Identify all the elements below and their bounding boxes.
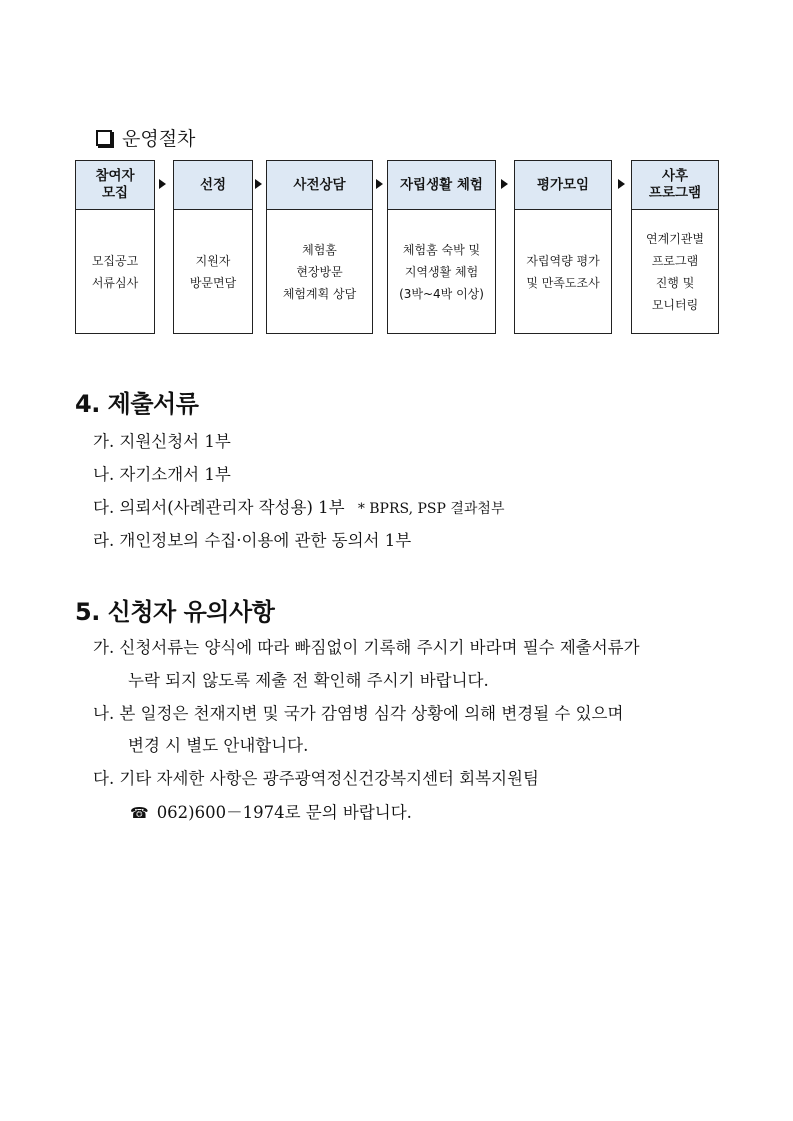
step-follow-up [631,160,719,334]
document-item: 나. 자기소개서 1부 [93,465,231,484]
notice-line: 다. 기타 자세한 사항은 광주광역정신건강복지센터 회복지원팀 [93,769,539,788]
telephone-icon: ☎ [130,804,149,822]
step-body: 연계기관별 프로그램 진행 및 모니터링 [646,232,704,312]
procedure-flow [75,160,719,336]
step-title: 자립생활 체험 [388,161,495,210]
step-title: 참여자 모집 [76,161,154,210]
step-title: 사전상담 [267,161,372,210]
contact-text: 062)600－1974로 문의 바랍니다. [156,803,412,822]
arrow-right-icon [255,179,262,189]
step-body: 체험홈 숙박 및 지역생활 체험 (3박~4박 이상) [399,243,484,301]
notice-line: 변경 시 별도 안내합니다. [128,736,309,755]
step-body: 모집공고 서류심사 [91,254,139,290]
document-item-text: 다. 의뢰서(사례관리자 작성용) 1부 [93,498,345,517]
arrow-right-icon [376,179,383,189]
step-body: 체험홈 현장방문 체험계획 상담 [282,243,357,301]
step-pre-consult [266,160,373,334]
arrow-right-icon [501,179,508,189]
step-independent-living [387,160,496,334]
checkbox-square-icon [96,130,112,146]
procedure-heading-text: 운영절차 [122,128,196,150]
notice-line: 가. 신청서류는 양식에 따라 빠짐없이 기록해 주시기 바라며 필수 제출서류가 [93,638,640,657]
document-item: 라. 개인정보의 수집·이용에 관한 동의서 1부 [93,531,412,550]
step-title: 사후 프로그램 [632,161,718,210]
document-item [93,494,504,518]
step-recruit [75,160,155,334]
procedure-heading [96,124,195,151]
step-title: 선정 [174,161,252,210]
documents-title: 4. 제출서류 [75,390,199,418]
step-title: 평가모임 [515,161,611,210]
notice-line: 나. 본 일정은 천재지변 및 국가 감염병 심각 상황에 의해 변경될 수 있으며 [93,704,624,723]
arrow-right-icon [159,179,166,189]
step-body: 자립역량 평가 및 만족도조사 [526,254,600,290]
arrow-right-icon [618,179,625,189]
step-body: 지원자 방문면담 [189,254,237,290]
document-note: * BPRS, PSP 결과첨부 [357,501,505,517]
notice-line: 누락 되지 않도록 제출 전 확인해 주시기 바랍니다. [128,671,489,690]
notices-title: 5. 신청자 유의사항 [75,598,275,626]
step-evaluation [514,160,612,334]
contact-line [130,799,412,823]
step-select [173,160,253,334]
document-item: 가. 지원신청서 1부 [93,432,231,451]
